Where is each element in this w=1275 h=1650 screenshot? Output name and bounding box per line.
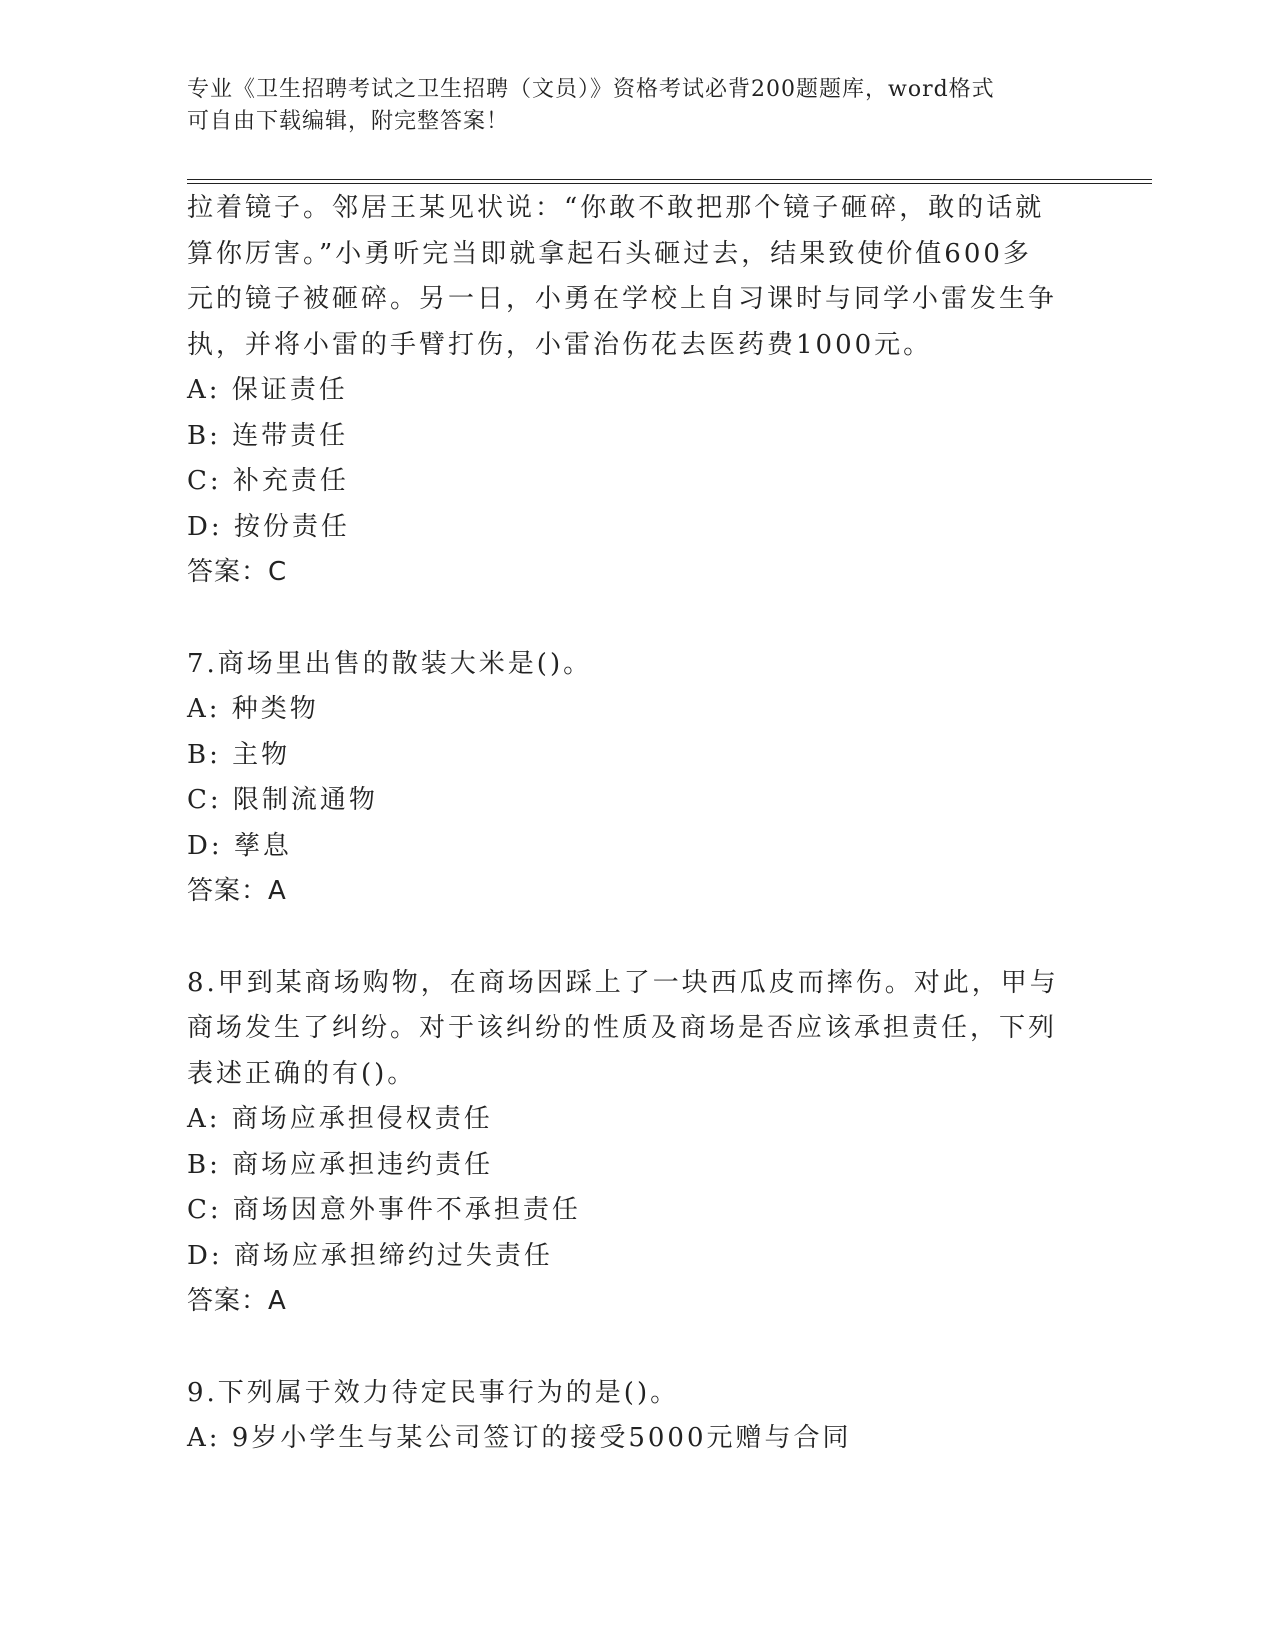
question-8 [187,961,1087,1325]
answer-line: 答案：A [187,1286,287,1316]
question-stem-line: 9.下列属于效力待定民事行为的是()。 [187,1377,680,1408]
option-b: B: 商场应承担违约责任 [187,1149,494,1180]
question-stem-line: 7.商场里出售的散装大米是()。 [187,648,593,679]
option-a: A: 种类物 [187,694,319,724]
header-rule-top [187,179,1152,180]
option-b: B: 主物 [187,739,291,770]
question-9 [187,1371,1087,1462]
option-c: C: 限制流通物 [187,785,378,815]
option-d: D: 商场应承担缔约过失责任 [187,1240,553,1271]
option-d: D: 按份责任 [187,511,350,542]
question-stem-line: 表述正确的有()。 [187,1058,417,1089]
answer-line: 答案：A [187,876,287,906]
option-d: D: 孳息 [187,830,292,861]
question-7 [187,642,1087,915]
option-b: B: 连带责任 [187,420,349,451]
question-stem-line: 执，并将小雷的手臂打伤，小雷治伤花去医药费1000元。 [187,329,933,360]
document-header [187,74,1067,138]
document-body [187,186,1087,1462]
answer-line: 答案：C [187,557,288,587]
header-title-line-2: 可自由下载编辑，附完整答案！ [187,109,510,134]
question-6 [187,186,1087,596]
option-a: A: 保证责任 [187,375,348,405]
header-rule-bottom [187,183,1152,184]
question-stem-line: 拉着镜子。邻居王某见状说：“你敢不敢把那个镜子砸碎，敢的话就 [187,193,1045,223]
question-stem-line: 8.甲到某商场购物，在商场因踩上了一块西瓜皮而摔伤。对此，甲与 [187,967,1059,998]
question-stem-line: 算你厉害。”小勇听完当即就拿起石头砸过去，结果致使价值600多 [187,238,1032,269]
header-title-line-1: 专业《卫生招聘考试之卫生招聘（文员）》资格考试必背200题题库，word格式 [187,77,995,102]
option-a: A: 9岁小学生与某公司签订的接受5000元赠与合同 [187,1423,852,1453]
question-stem-line: 元的镜子被砸碎。另一日，小勇在学校上自习课时与同学小雷发生争 [187,284,1058,314]
option-a: A: 商场应承担侵权责任 [187,1104,493,1134]
option-c: C: 商场因意外事件不承担责任 [187,1195,581,1225]
question-stem-line: 商场发生了纠纷。对于该纠纷的性质及商场是否应该承担责任，下列 [187,1013,1058,1043]
option-c: C: 补充责任 [187,466,349,496]
